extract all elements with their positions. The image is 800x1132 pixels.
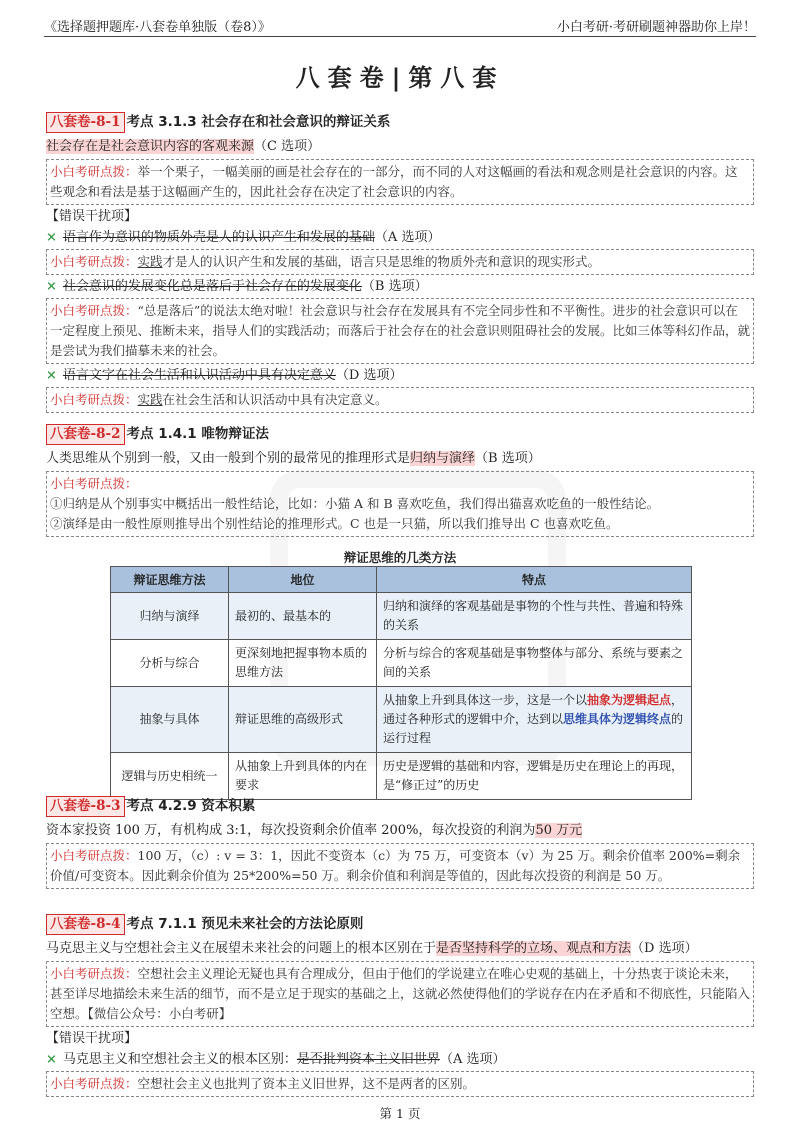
tip-text: 才是人的认识产生和发展的基础，语言只是思维的物质外壳和意识的现实形式。 xyxy=(162,254,601,269)
feature-emphasis: 抽象为逻辑起点 xyxy=(587,693,672,707)
tip-box xyxy=(46,387,754,413)
cross-icon: × xyxy=(46,368,57,383)
tip-label: 小白考研点拨： xyxy=(50,1076,138,1091)
answer-line xyxy=(46,820,754,841)
cell-method: 分析与综合 xyxy=(111,640,229,687)
wrong-opt: （A 选项） xyxy=(439,1052,506,1067)
tip-box xyxy=(46,471,754,537)
table-row xyxy=(111,687,692,753)
stem: 马克思主义与空想社会主义在展望未来社会的问题上的根本区别在于 xyxy=(46,941,437,956)
cross-icon: × xyxy=(46,230,57,245)
cell-method: 逻辑与历史相统一 xyxy=(111,753,229,800)
tip-text: 空想社会主义也批判了资本主义旧世界，这不是两者的区别。 xyxy=(137,1076,476,1091)
answer-highlight: 是否坚持科学的立场、观点和方法 xyxy=(436,941,632,956)
question-8-3 xyxy=(46,796,754,891)
page-title: 八套卷|第八套 xyxy=(295,64,505,92)
table-row xyxy=(111,640,692,687)
tip-box xyxy=(46,843,754,889)
question-8-4 xyxy=(46,914,754,1099)
wrong-text: 是否批判资本主义旧世界 xyxy=(296,1052,440,1067)
feature-text: 从抽象上升到具体这一步，这是一个以 xyxy=(383,693,588,707)
table-row xyxy=(111,593,692,640)
header-left: 《选择题押题库·八套卷单独版（卷8）》 xyxy=(44,19,271,35)
feature-text: 的运行过程 xyxy=(383,712,684,745)
answer-line xyxy=(46,938,754,959)
cell-feature: 归纳和演绎的客观基础是事物的个性与共性、普遍和特殊的关系 xyxy=(377,593,692,640)
question-8-2 xyxy=(46,424,754,539)
answer-highlight: 归纳与演绎 xyxy=(410,451,476,466)
cell-feature: 历史是逻辑的基础和内容，逻辑是历史在理论上的再现，是“修正过”的历史 xyxy=(377,753,692,800)
wrong-option-d xyxy=(46,366,754,385)
tip-underline: 实践 xyxy=(137,392,163,407)
feature-text: ，通过各种形式的逻辑中介，达到以 xyxy=(383,693,684,726)
topic: 考点 3.1.3 社会存在和社会意识的辩证关系 xyxy=(126,114,391,130)
answer-highlight: 社会存在是社会意识内容的客观来源 xyxy=(46,139,255,154)
tip-label: 小白考研点拨： xyxy=(50,392,138,407)
cell-method: 抽象与具体 xyxy=(111,687,229,753)
answer-highlight: 50 万元 xyxy=(535,823,583,838)
cell-status: 从抽象上升到具体的内在要求 xyxy=(229,753,377,800)
question-header xyxy=(46,112,754,133)
answer-option: （D 选项） xyxy=(631,941,698,956)
cell-status: 辩证思维的高级形式 xyxy=(229,687,377,753)
cell-feature: 分析与综合的客观基础是事物整体与部分、系统与要素之间的关系 xyxy=(377,640,692,687)
question-tag: 八套卷-8-4 xyxy=(46,914,125,935)
cell-status: 更深刻地把握事物本质的思维方法 xyxy=(229,640,377,687)
wrong-opt: （A 选项） xyxy=(374,230,441,245)
tip-text: 举一个栗子，一幅美丽的画是社会存在的一部分，而不同的人对这幅画的看法和观念则是社会意识的内容。这些观念和看法是基于这幅画产生的，因此社会存在决定了社会意识的内容。 xyxy=(50,164,738,199)
page-header xyxy=(44,14,756,37)
tip-label: 小白考研点拨： xyxy=(50,476,138,491)
question-header xyxy=(46,914,754,935)
wrong-option-a xyxy=(46,1050,754,1069)
answer-line xyxy=(46,136,754,157)
tip-line: ①归纳是从个别事实中概括出一般性结论，比如：小猫 A 和 B 喜欢吃鱼，我们得出猫喜欢吃鱼的一般性结论。 xyxy=(50,496,660,511)
cell-feature xyxy=(377,687,692,753)
methods-table xyxy=(110,566,692,800)
wrong-option-a xyxy=(46,228,754,247)
cross-icon: × xyxy=(46,279,57,294)
cell-status: 最初的、最基本的 xyxy=(229,593,377,640)
cross-icon: × xyxy=(46,1052,57,1067)
question-header xyxy=(46,796,754,817)
tip-label: 小白考研点拨： xyxy=(50,164,138,179)
column-header: 辩证思维方法 xyxy=(111,567,229,593)
tip-box xyxy=(46,961,754,1027)
table-title: 辩证思维的几类方法 xyxy=(343,550,457,565)
topic: 考点 7.1.1 预见未来社会的方法论原则 xyxy=(126,916,364,932)
page-number: 第 1 页 xyxy=(379,1106,421,1121)
table-header-row xyxy=(111,567,692,593)
distractor-heading: 【错误干扰项】 xyxy=(46,209,138,224)
tip-box xyxy=(46,1071,754,1097)
tip-label: 小白考研点拨： xyxy=(50,303,138,318)
tip-label: 小白考研点拨： xyxy=(50,254,138,269)
wrong-text: 社会意识的发展变化总是落后于社会存在的发展变化 xyxy=(62,279,362,294)
topic: 考点 4.2.9 资本积累 xyxy=(126,798,256,814)
answer-option: （B 选项） xyxy=(475,451,541,466)
tip-label: 小白考研点拨： xyxy=(50,848,138,863)
stem: 资本家投资 100 万，有机构成 3:1，每次投资剩余价值率 200%，每次投资的利润为 xyxy=(46,823,536,838)
tip-box xyxy=(46,249,754,275)
question-tag: 八套卷-8-1 xyxy=(46,112,125,133)
question-tag: 八套卷-8-3 xyxy=(46,796,125,817)
feature-emphasis: 思维具体为逻辑终点 xyxy=(563,712,672,726)
question-header xyxy=(46,424,754,445)
question-8-1 xyxy=(46,112,754,415)
tip-box xyxy=(46,298,754,364)
wrong-text: 语言文字在社会生活和认识活动中具有决定意义 xyxy=(62,368,336,383)
tip-box xyxy=(46,159,754,205)
table-row xyxy=(111,753,692,800)
tip-text: “总是落后”的说法太绝对啦！社会意识与社会存在发展具有不完全同步性和不平衡性。进步的社会意识可以在一定程度上预见、推断未来，指导人们的实践活动；而落后于社会存在的社会意识则阻碍社会的发展。比如三体等科幻作品，就是尝试为我们描摹未来的社会。 xyxy=(50,303,751,358)
wrong-prefix: 马克思主义和空想社会主义的根本区别： xyxy=(62,1052,297,1067)
tip-line: ②演绎是由一般性原则推导出个别性结论的推理形式。C 也是一只猫，所以我们推导出 C 也喜欢吃鱼。 xyxy=(50,516,619,531)
wrong-option-b xyxy=(46,277,754,296)
tip-label: 小白考研点拨： xyxy=(50,966,138,981)
wrong-opt: （B 选项） xyxy=(361,279,428,294)
answer-option: （C 选项） xyxy=(254,139,321,154)
wrong-opt: （D 选项） xyxy=(335,368,403,383)
header-right: 小白考研·考研刷题神器助你上岸！ xyxy=(556,19,756,35)
question-tag: 八套卷-8-2 xyxy=(46,424,125,445)
stem: 人类思维从个别到一般，又由一般到个别的最常见的推理形式是 xyxy=(46,451,411,466)
distractor-heading: 【错误干扰项】 xyxy=(46,1031,138,1046)
column-header: 地位 xyxy=(229,567,377,593)
cell-method: 归纳与演绎 xyxy=(111,593,229,640)
column-header: 特点 xyxy=(377,567,692,593)
topic: 考点 1.4.1 唯物辩证法 xyxy=(126,426,269,442)
tip-text: 在社会生活和认识活动中具有决定意义。 xyxy=(162,392,388,407)
tip-underline: 实践 xyxy=(137,254,163,269)
answer-line xyxy=(46,448,754,469)
tip-text: 100 万，（c）: v = 3：1，因此不变资本（c）为 75 万，可变资本（v）为 25 万。剩余价值率 200%=剩余价值/可变资本。因此剩余价值为 25*200%=50 万。剩余价值和利润是等值的，因此每次投资的利润是 50 万。 xyxy=(50,848,741,883)
wrong-text: 语言作为意识的物质外壳是人的认识产生和发展的基础 xyxy=(62,230,375,245)
tip-text: 空想社会主义理论无疑也具有合理成分，但由于他们的学说建立在唯心史观的基础上，十分热衷于谈论未来，甚至详尽地描绘未来生活的细节，而不是立足于现实的基础之上，这就必然使得他们的学说存在内在矛盾和不彻底性，只能陷入空想。【微信公众号：小白考研】 xyxy=(50,966,751,1021)
